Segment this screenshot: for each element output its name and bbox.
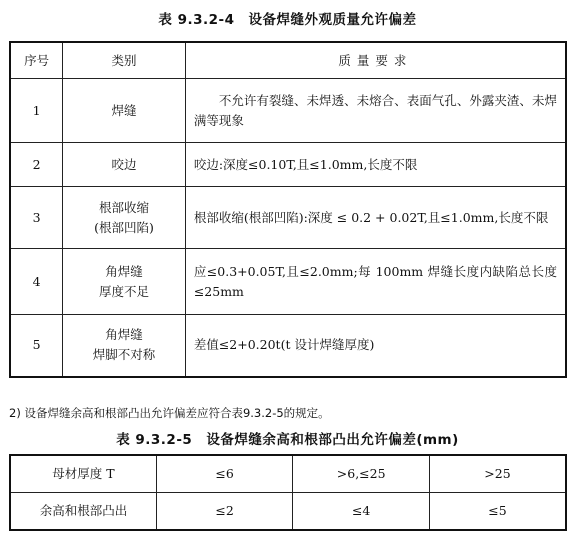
- header-category: 类别: [63, 42, 186, 79]
- row-seq: 4: [10, 249, 63, 315]
- row-requirement: 不允许有裂缝、未焊透、未熔合、表面气孔、外露夹渣、未焊满等现象: [185, 79, 566, 143]
- cell-value: ≤5: [429, 493, 566, 531]
- cell-value: >25: [429, 455, 566, 493]
- row-category: 根部收缩 (根部凹陷): [63, 187, 186, 249]
- row-seq: 3: [10, 187, 63, 249]
- table-row: [10, 455, 566, 493]
- table-row: [10, 249, 566, 315]
- cell-label: 余高和根部凸出: [10, 493, 156, 531]
- cell-value: ≤4: [293, 493, 430, 531]
- header-requirement: 质量要求: [185, 42, 566, 79]
- row-category: 咬边: [63, 143, 186, 187]
- cell-label: 母材厚度 T: [10, 455, 156, 493]
- row-seq: 5: [10, 315, 63, 377]
- table-header-row: [10, 42, 566, 79]
- note-text: 2) 设备焊缝余高和根部凸出允许偏差应符合表9.3.2-5的规定。: [9, 406, 330, 420]
- header-seq: 序号: [10, 42, 63, 79]
- row-category: 角焊缝 焊脚不对称: [63, 315, 186, 377]
- row-seq: 1: [10, 79, 63, 143]
- cell-value: >6,≤25: [293, 455, 430, 493]
- table-row: [10, 79, 566, 143]
- table2-title: 表 9.3.2-5 设备焊缝余高和根部凸出允许偏差(mm): [116, 432, 459, 448]
- table1-title: 表 9.3.2-4 设备焊缝外观质量允许偏差: [158, 12, 417, 28]
- cell-value: ≤2: [156, 493, 292, 531]
- weld-appearance-table: [9, 41, 567, 378]
- row-requirement: 咬边:深度≤0.10T,且≤1.0mm,长度不限: [185, 143, 566, 187]
- table-row: [10, 187, 566, 249]
- row-requirement: 根部收缩(根部凹陷):深度 ≤ 0.2 + 0.02T,且≤1.0mm,长度不限: [185, 187, 566, 249]
- table-row: [10, 315, 566, 377]
- table-row: [10, 493, 566, 531]
- row-category: 角焊缝 厚度不足: [63, 249, 186, 315]
- cell-value: ≤6: [156, 455, 292, 493]
- row-requirement: 应≤0.3+0.05T,且≤2.0mm;每 100mm 焊缝长度内缺陷总长度≤25mm: [185, 249, 566, 315]
- reinforcement-table: [9, 454, 567, 531]
- table-row: [10, 143, 566, 187]
- row-seq: 2: [10, 143, 63, 187]
- row-requirement: 差值≤2+0.20t(t 设计焊缝厚度): [185, 315, 566, 377]
- row-category: 焊缝: [63, 79, 186, 143]
